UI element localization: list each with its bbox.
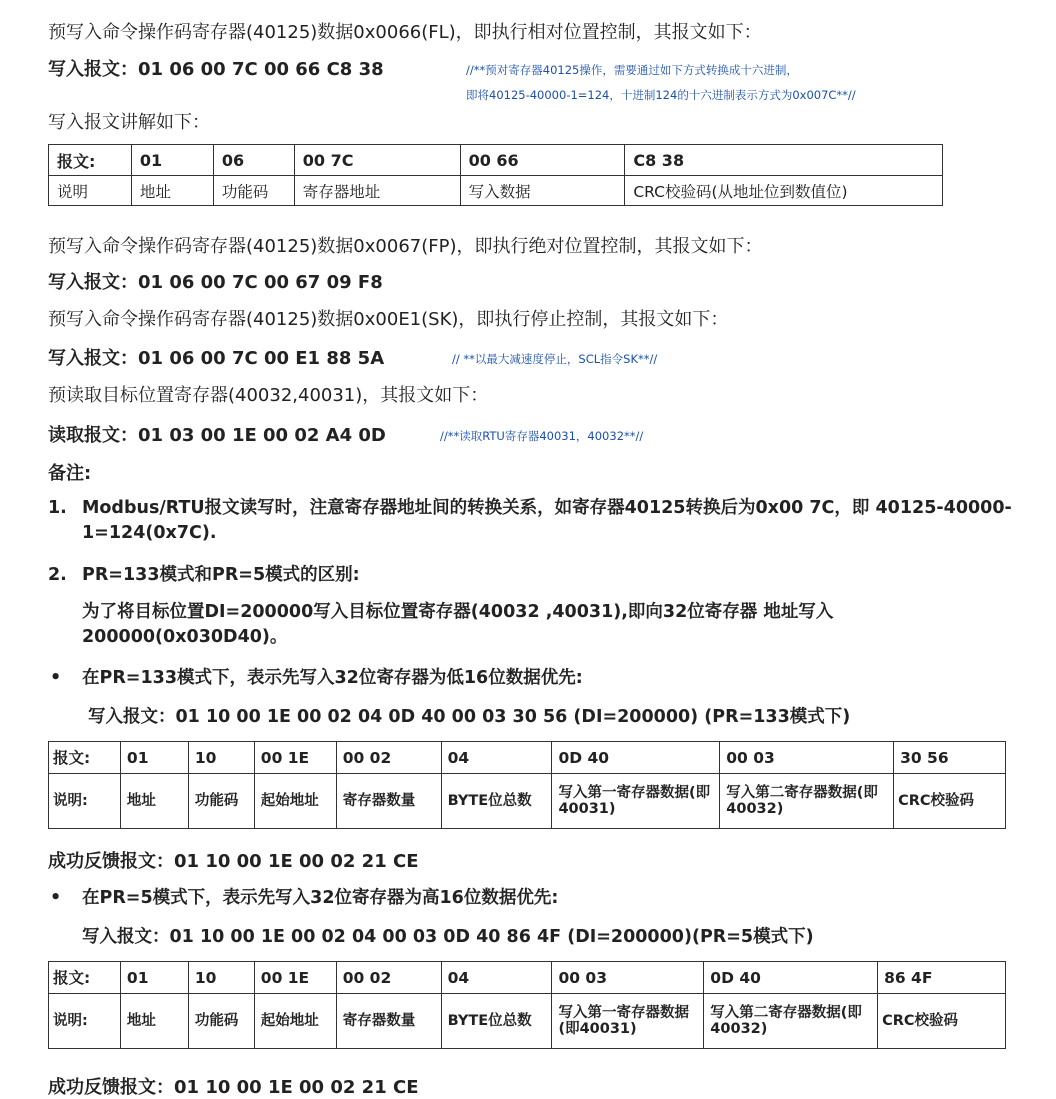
- table3-cell: 写入第二寄存器数据(即40032): [704, 994, 878, 1049]
- table3-cell: BYTE位总数: [441, 994, 552, 1049]
- table3-cell: 0D 40: [704, 962, 878, 994]
- table3-cell: CRC校验码: [878, 994, 1006, 1049]
- table2-cell: 功能码: [188, 774, 254, 829]
- table2-cell: 起始地址: [254, 774, 336, 829]
- pr5-success-label: 成功反馈报文：: [48, 1077, 174, 1098]
- remarks-heading: 备注:: [48, 463, 92, 484]
- table1-cell: CRC校验码(从地址位到数值位): [625, 176, 943, 206]
- fl-note-line1: //**预对寄存器40125操作，需要通过如下方式转换成十六进制，: [466, 63, 798, 77]
- table2-cell: CRC校验码: [894, 774, 1006, 829]
- table2-cell: 04: [441, 742, 552, 774]
- remark-2-text: PR=133模式和PR=5模式的区别:: [82, 565, 360, 585]
- table3-frame-row: [49, 962, 1006, 994]
- table3-cell: 00 02: [336, 962, 441, 994]
- table1-cell: C8 38: [625, 145, 943, 176]
- pr133-text: 在PR=133模式下，表示先写入32位寄存器为低16位数据优先:: [82, 668, 583, 688]
- pr133-bullet: •: [50, 668, 62, 688]
- fl-note-line2: 即将40125-40000-1=124，十进制124的十六进制表示方式为0x007C**//: [466, 88, 856, 102]
- pr133-success-frame: 01 10 00 1E 00 02 21 CE: [174, 851, 419, 872]
- remark-2-detail: 为了将目标位置DI=200000写入目标位置寄存器(40032 ,40031),即向32位寄存器 地址写入 200000(0x030D40)。: [82, 602, 834, 647]
- table1-cell: 写入数据: [460, 176, 625, 206]
- table3-cell: 说明:: [49, 994, 121, 1049]
- read-label: 读取报文：: [48, 425, 138, 446]
- remark-2-number: 2.: [48, 565, 67, 585]
- read-frame: 01 03 00 1E 00 02 A4 0D: [138, 425, 386, 446]
- pr133-success-line: [48, 847, 419, 873]
- table3-cell: 寄存器数量: [336, 994, 441, 1049]
- fp-intro: 预写入命令操作码寄存器(40125)数据0x0067(FP)，即执行绝对位置控制，其报文如下：: [48, 236, 763, 257]
- table2-cell: 30 56: [894, 742, 1006, 774]
- pr5-success-frame: 01 10 00 1E 00 02 21 CE: [174, 1077, 419, 1098]
- table2-cell: 0D 40: [552, 742, 720, 774]
- table1-cell: 00 66: [460, 145, 625, 176]
- table2-cell: BYTE位总数: [441, 774, 552, 829]
- table2: [48, 741, 1006, 829]
- read-line: [48, 421, 386, 447]
- table1-cell: 00 7C: [294, 145, 460, 176]
- table2-cell: 00 1E: [254, 742, 336, 774]
- table1-cell: 说明: [49, 176, 132, 206]
- fl-write-label: 写入报文：: [48, 59, 138, 80]
- table1-cell: 功能码: [213, 176, 294, 206]
- table1-cell: 报文:: [49, 145, 132, 176]
- pr5-bullet: •: [50, 888, 62, 908]
- table3-cell: 10: [188, 962, 254, 994]
- sk-write-label: 写入报文：: [48, 348, 138, 369]
- remark-1-number: 1.: [48, 498, 67, 518]
- pr5-write-line: 写入报文：01 10 00 1E 00 02 04 00 03 0D 40 86 4F (DI=200000)(PR=5模式下): [82, 927, 814, 947]
- table2-cell: 写入第二寄存器数据(即40032): [720, 774, 894, 829]
- sk-note: // **以最大减速度停止，SCL指令SK**//: [452, 352, 658, 366]
- table3-desc-row: [49, 994, 1006, 1049]
- read-note: //**读取RTU寄存器40031，40032**//: [440, 429, 644, 443]
- pr5-success-line: [48, 1073, 419, 1099]
- sk-intro: 预写入命令操作码寄存器(40125)数据0x00E1(SK)，即执行停止控制，其报文如下：: [48, 309, 729, 330]
- table3-cell: 写入第一寄存器数据(即40031): [552, 994, 704, 1049]
- table2-cell: 01: [120, 742, 188, 774]
- pr5-text: 在PR=5模式下，表示先写入32位寄存器为高16位数据优先:: [82, 888, 559, 908]
- pr133-write-line: 写入报文：01 10 00 1E 00 02 04 0D 40 00 03 30 56 (DI=200000) (PR=133模式下): [88, 707, 851, 727]
- table3-cell: 起始地址: [254, 994, 336, 1049]
- table1: [48, 144, 943, 206]
- table3: [48, 961, 1006, 1049]
- table1-desc-row: [49, 176, 943, 206]
- sk-write-line: [48, 344, 384, 370]
- table3-cell: 00 03: [552, 962, 704, 994]
- fl-write-line: [48, 55, 384, 81]
- pr133-success-label: 成功反馈报文：: [48, 851, 174, 872]
- table1-frame-row: [49, 145, 943, 176]
- table3-cell: 86 4F: [878, 962, 1006, 994]
- table2-cell: 地址: [120, 774, 188, 829]
- table3-cell: 01: [120, 962, 188, 994]
- fp-write-frame: 01 06 00 7C 00 67 09 F8: [138, 272, 383, 293]
- table1-cell: 01: [131, 145, 213, 176]
- table2-cell: 10: [188, 742, 254, 774]
- table3-cell: 功能码: [188, 994, 254, 1049]
- table2-cell: 写入第一寄存器数据(即40031): [552, 774, 720, 829]
- table3-cell: 地址: [120, 994, 188, 1049]
- table3-cell: 报文:: [49, 962, 121, 994]
- table2-cell: 说明:: [49, 774, 121, 829]
- table1-cell: 06: [213, 145, 294, 176]
- table1-cell: 寄存器地址: [294, 176, 460, 206]
- table2-cell: 报文:: [49, 742, 121, 774]
- table2-cell: 00 03: [720, 742, 894, 774]
- sk-write-frame: 01 06 00 7C 00 E1 88 5A: [138, 348, 385, 369]
- fl-intro: 预写入命令操作码寄存器(40125)数据0x0066(FL)，即执行相对位置控制，其报文如下：: [48, 22, 762, 43]
- table2-cell: 寄存器数量: [336, 774, 441, 829]
- remark-1-text: Modbus/RTU报文读写时，注意寄存器地址间的转换关系，如寄存器40125转换后为0x00 7C，即 40125-40000-1=124(0x7C).: [82, 498, 1012, 543]
- table2-cell: 00 02: [336, 742, 441, 774]
- fp-write-label: 写入报文：: [48, 272, 138, 293]
- fl-explain-heading: 写入报文讲解如下：: [48, 112, 210, 133]
- table1-cell: 地址: [131, 176, 213, 206]
- read-intro: 预读取目标位置寄存器(40032,40031)，其报文如下：: [48, 385, 489, 406]
- table3-cell: 04: [441, 962, 552, 994]
- table3-cell: 00 1E: [254, 962, 336, 994]
- fp-write-line: [48, 268, 383, 294]
- fl-write-frame: 01 06 00 7C 00 66 C8 38: [138, 59, 384, 80]
- table2-desc-row: [49, 774, 1006, 829]
- table2-frame-row: [49, 742, 1006, 774]
